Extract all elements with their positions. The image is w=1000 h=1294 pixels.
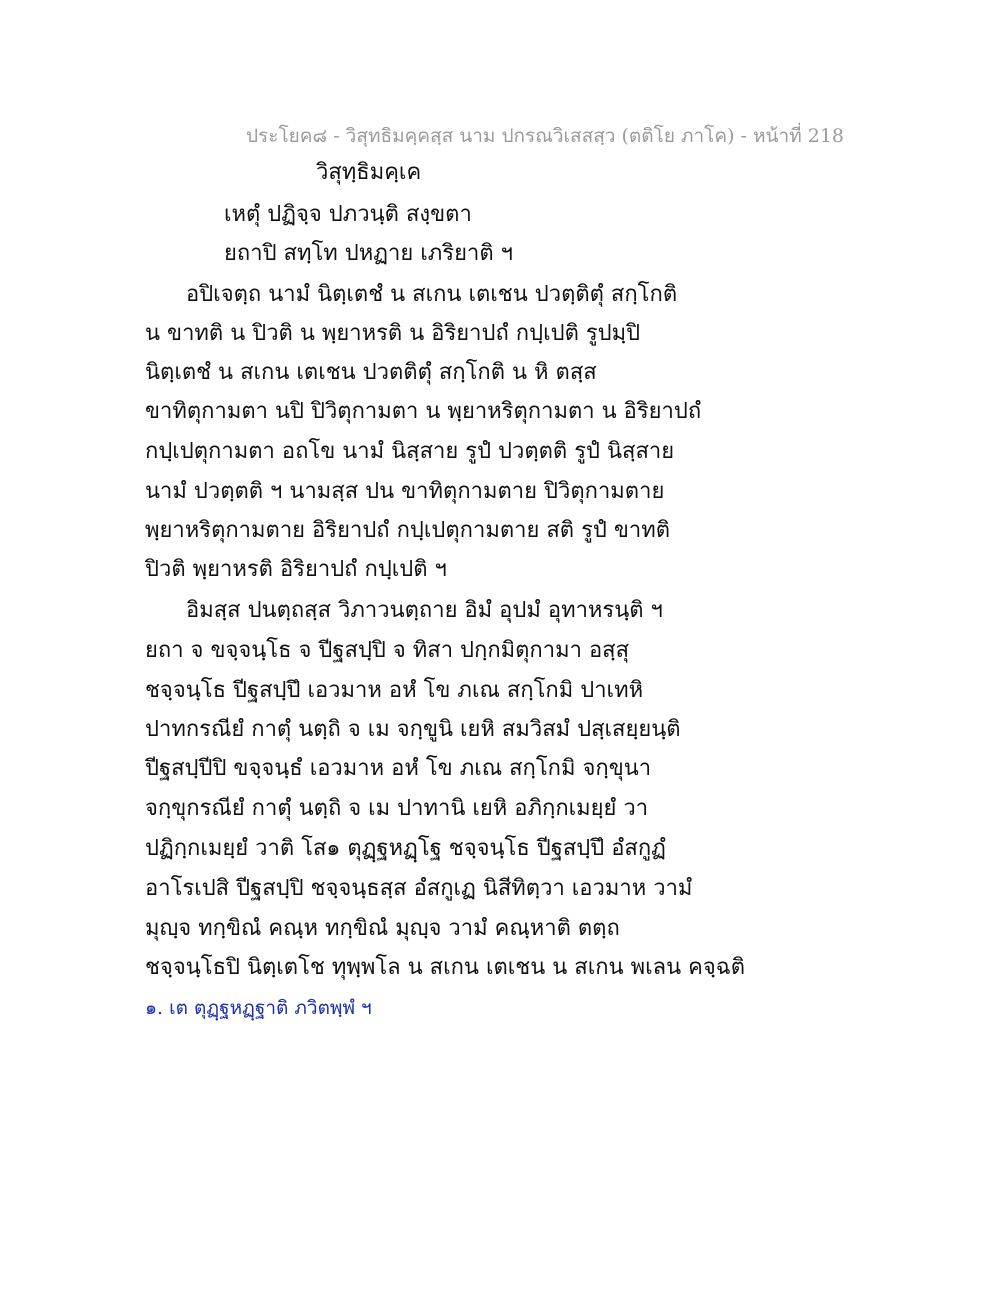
footnote: ๑. เต ตุฏฺฐหฏฺฐาติ ภวิตพฺพํ ฯ <box>145 997 372 1019</box>
paragraph-line: พฺยาหริตุกามตาย อิริยาปถํ กปฺเปตุกามตาย สติ รูปํ ขาทติ <box>145 518 671 543</box>
paragraph-line: ปีฐสปฺปีปิ ขจฺจนฺธํ เอวมาห อหํ โข ภเณ สกฺโกมิ จกฺขุนา <box>145 756 652 781</box>
paragraph-line: ปิวติ พฺยาหรติ อิริยาปถํ กปฺเปติ ฯ <box>145 557 447 582</box>
paragraph-line: จกฺขุกรณียํ กาตุํ นตฺถิ จ เม ปาทานิ เยหิ อภิกฺกเมยฺยํ วา <box>145 796 649 821</box>
paragraph-line: ยถา จ ขจฺจนฺโธ จ ปีฐสปฺปิ จ ทิสา ปกฺกมิตุกามา อสฺสุ <box>145 638 630 663</box>
paragraph-line: อปิเจตฺถ นามํ นิตฺเตชํ น สเกน เตเชน ปวตฺติตุํ สกฺโกติ <box>186 282 678 307</box>
paragraph-line: ขาทิตุกามตา นปิ ปิวิตุกามตา น พฺยาหริตุกามตา น อิริยาปถํ <box>145 399 702 424</box>
paragraph-line: ปฏิกฺกเมยฺยํ วาติ โส๑ ตุฏฺฐหฏฺโฐ ชจฺจนฺโธ ปีฐสปฺปึ อํสกูฏํ <box>145 836 666 861</box>
paragraph-line: นามํ ปวตฺตติ ฯ นามสฺส ปน ขาทิตุกามตาย ปิวิตุกามตาย <box>145 479 665 504</box>
paragraph-line: อิมสฺส ปนตฺถสฺส วิภาวนตฺถาย อิมํ อุปมํ อุทาหรนฺติ ฯ <box>186 598 663 623</box>
paragraph-line: นิตฺเตชํ น สเกน เตเชน ปวตติตุํ สกฺโกติ น หิ ตสฺส <box>145 360 597 385</box>
paragraph-line: อาโรเปสิ ปีฐสปฺปิ ชจฺจนฺธสฺส อํสกูเฏ นิสีทิตฺวา เอวมาห วามํ <box>145 876 693 901</box>
page-header: ประโยค๘ - วิสุทธิมคฺคสฺส นาม ปกรณวิเสสสฺว (ตติโย ภาโค) - หน้าที่ 218 <box>246 125 845 147</box>
paragraph-line: ปาทกรณียํ กาตุํ นตฺถิ จ เม จกฺขูนิ เยหิ สมวิสมํ ปสฺเสยฺยนฺติ <box>145 717 681 742</box>
verse-line: ยถาปิ สทฺโท ปหฏาย เภริยาติ ฯ <box>224 241 513 266</box>
paragraph-line: ชจฺจนฺโธ ปีฐสปฺปึ เอวมาห อหํ โข ภเณ สกฺโกมิ ปาเทหิ <box>145 678 644 703</box>
verse-line: วิสุทฺธิมคฺเค <box>316 160 422 185</box>
paragraph-line: ชจฺจนฺโธปิ นิตฺเตโช ทุพฺพโล น สเกน เตเชน น สเกน พเลน คจฺฉติ <box>145 955 745 980</box>
paragraph-line: น ขาทติ น ปิวติ น พฺยาหรติ น อิริยาปถํ กปฺเปติ รูปมฺปิ <box>145 321 641 346</box>
paragraph-line: กปฺเปตุกามตา อถโข นามํ นิสฺสาย รูปํ ปวตฺตติ รูปํ นิสฺสาย <box>145 439 675 464</box>
verse-line: เหตุํ ปฏิจฺจ ปภวนฺติ สงฺขตา <box>224 202 472 227</box>
paragraph-line: มุญฺจ ทกฺขิณํ คณฺห ทกฺขิณํ มุญฺจ วามํ คณฺหาติ ตตฺถ <box>145 916 620 941</box>
